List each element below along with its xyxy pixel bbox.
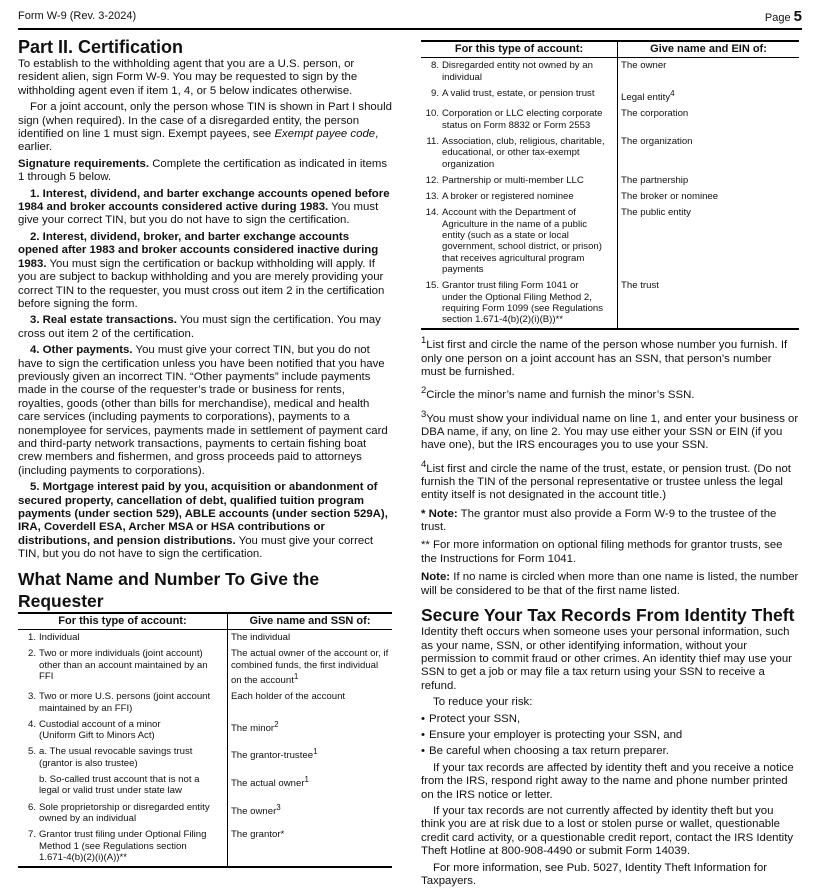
footnote-3: $^3$You must show your individual name on line 1, and enter your business or DBA name, if any, on line 2. You may use either your SSN or EIN (if you have one), but the IRS encourages you to use your SSN. [421,408,799,452]
table-row: 7. Grantor trust filing under Optional Filing Method 1 (see Regulations section 1.671-4(b)(2)(i)(A))** The grantor* [18,827,392,867]
ein-table [421,40,799,330]
item-3: 3. Real estate transactions. You must sign the certification. You may cross out item 2 of the certification. [18,314,381,340]
item-4: 4. Other payments. You must give your correct TIN, but you do not have to sign the certification unless you have been notified that you have previously given an incorrect TIN. “Other payments” include payments made in the course of the requester’s trade or business for rents, royalties, goods (other than bills for merchandise), medical and health care services (including payments to corporations), payments to a nonemployee for services, payments made in settlement of payment card and third-party network transactions, payments to certain fishing boat crew members and fishermen, and gross proceeds paid to attorneys (including payments to corporations). [18,344,388,477]
table-row: 9. A valid trust, estate, or pension trust Legal entity$^4$ [421,86,799,106]
item-5: 5. Mortgage interest paid by you, acquisition or abandonment of secured property, cancellation of debt, qualified tuition program payments (under section 529), ABLE accounts (under section 529A), IRA, Coverdell ESA, Archer MSA or HSA contributions or distributions, and pension distributions. You must give your correct TIN, but you do not have to sign the certification. [18,481,388,561]
table-row: 11. Association, club, religious, charitable, educational, or other tax-exempt organization The organization [421,134,799,173]
part2-title: Part II. Certification [18,37,184,57]
ssn-table [18,612,392,869]
page-header [18,6,802,30]
footnote-2: $^2$Circle the minor’s name and furnish the minor’s SSN. [421,385,695,402]
identity-p2: To reduce your risk: [433,696,533,709]
table-row: 5. a. The usual revocable savings trust (grantor is also trustee) The grantor-trustee$^1$ [18,744,392,772]
ein-table-col-give: Give name and EIN of: [618,41,799,58]
signature-requirements: Signature requirements. Complete the certification as indicated in items 1 through 5 below. [18,157,388,184]
page-number: 5 [793,8,802,25]
bullet-3: • Be careful when choosing a tax return preparer. [421,745,799,758]
table-row: 3. Two or more U.S. persons (joint account maintained by an FFI) Each holder of the account [18,689,392,717]
footnote-star: * Note: The grantor must also provide a Form W-9 to the trustee of the trust. [421,507,777,534]
part2-joint-account: For a joint account, only the person whose TIN is shown in Part I should sign (when required). In the case of a disregarded entity, the person identified on line 1 must sign. Exempt payees, see Exempt payee code, earlier. [18,101,392,154]
ssn-table-col-give: Give name and SSN of: [227,613,392,630]
table-row: 14. Account with the Department of Agriculture in the name of a public entity (such as a state or local government, school district, or prison) that receives agricultural program payments The public entity [421,205,799,278]
part2-intro: To establish to the withholding agent that you are a U.S. person, or resident alien, sign Form W-9. You may be requested to sign by the withholding agent even if item 1, 4, or 5 below indicates otherwise. [18,58,358,97]
identity-theft-title: Secure Your Tax Records From Identity Theft [421,605,795,626]
item-2: 2. Interest, dividend, broker, and barter exchange accounts opened after 1983 and broker accounts considered inactive during 1983. You must sign the certification or backup withholding will apply. If you are subject to backup withholding and you are merely providing your correct TIN to the requester, you must cross out item 2 in the certification before signing the form. [18,230,385,310]
item-1: 1. Interest, dividend, and barter exchange accounts opened before 1984 and broker accounts considered active during 1983. You must give your correct TIN, but you do not have to sign the certification. [18,187,390,227]
footnote-4: $^4$List first and circle the name of the trust, estate, or pension trust. (Do not furnish the TIN of the personal representative or trustee unless the legal entity itself is not designated in the account title.) [421,458,791,502]
form-label: Form W-9 (Rev. 3-2024) [18,10,137,22]
table-row: 13. A broker or registered nominee The broker or nominee [421,189,799,205]
bullet-1: • Protect your SSN, [421,713,799,726]
page-indicator: Page 5 [764,8,802,25]
identity-p1: Identity theft occurs when someone uses your personal information, such as your name, SSN, or other identifying information, without your permission to commit fraud or other crimes. An identity thief may use your SSN to get a job or may file a tax return using your SSN to receive a refund. [421,626,792,692]
ssn-table-col-account: For this type of account: [18,613,227,630]
ein-table-col-account: For this type of account: [421,41,618,58]
identity-p3: If your tax records are affected by identity theft and you receive a notice from the IRS, respond right away to the name and phone number printed on the IRS notice or letter. [421,761,794,801]
table-row: 15. Grantor trust filing Form 1041 or under the Optional Filing Method 2, requiring Form 1099 (see Regulations section 1.671-4(b)(2)(i)(B))** The trust [421,278,799,329]
table-row: 4. Custodial account of a minor (Uniform Gift to Minors Act) The minor$^2$ [18,717,392,745]
left-column [18,36,392,868]
table-row: 2. Two or more individuals (joint account) other than an account maintained by an FFI The actual owner of the account or, if combined funds, the first individual on the account$^1$ [18,646,392,689]
identity-p5: For more information, see Pub. 5027, Identity Theft Information for Taxpayers. [421,861,768,888]
table-row: 6. Sole proprietorship or disregarded entity owned by an individual The owner$^3$ [18,800,392,828]
table-row: 8. Disregarded entity not owned by an individual The owner [421,58,799,86]
footnote-1: $^1$List first and circle the name of the person whose number you furnish. If only one person on a joint account has an SSN, that person’s number must be furnished. [421,335,788,379]
table-row: 1. Individual The individual [18,629,392,646]
footnote-double-star: ** For more information on optional filing methods for grantor trusts, see the Instructions for Form 1041. [421,539,783,565]
identity-p4: If your tax records are not currently affected by identity theft but you think you are at risk due to a lost or stolen purse or wallet, questionable credit card activity, or a questionable credit report, contact the IRS Identity Theft Hotline at 800-908-4490 or submit Form 14039. [421,804,794,858]
footnote-note: Note: If no name is circled when more than one name is listed, the number will be considered to be that of the first name listed. [421,571,799,597]
ssn-section-title: What Name and Number To Give the Requester [18,568,320,611]
table-row: 10. Corporation or LLC electing corporate status on Form 8832 or Form 2553 The corporation [421,106,799,134]
table-row: b. So-called trust account that is not a legal or valid trust under state law The actual owner$^1$ [18,772,392,800]
right-column [421,40,799,888]
table-row: 12. Partnership or multi-member LLC The partnership [421,173,799,189]
bullet-2: • Ensure your employer is protecting your SSN, and [421,729,799,742]
